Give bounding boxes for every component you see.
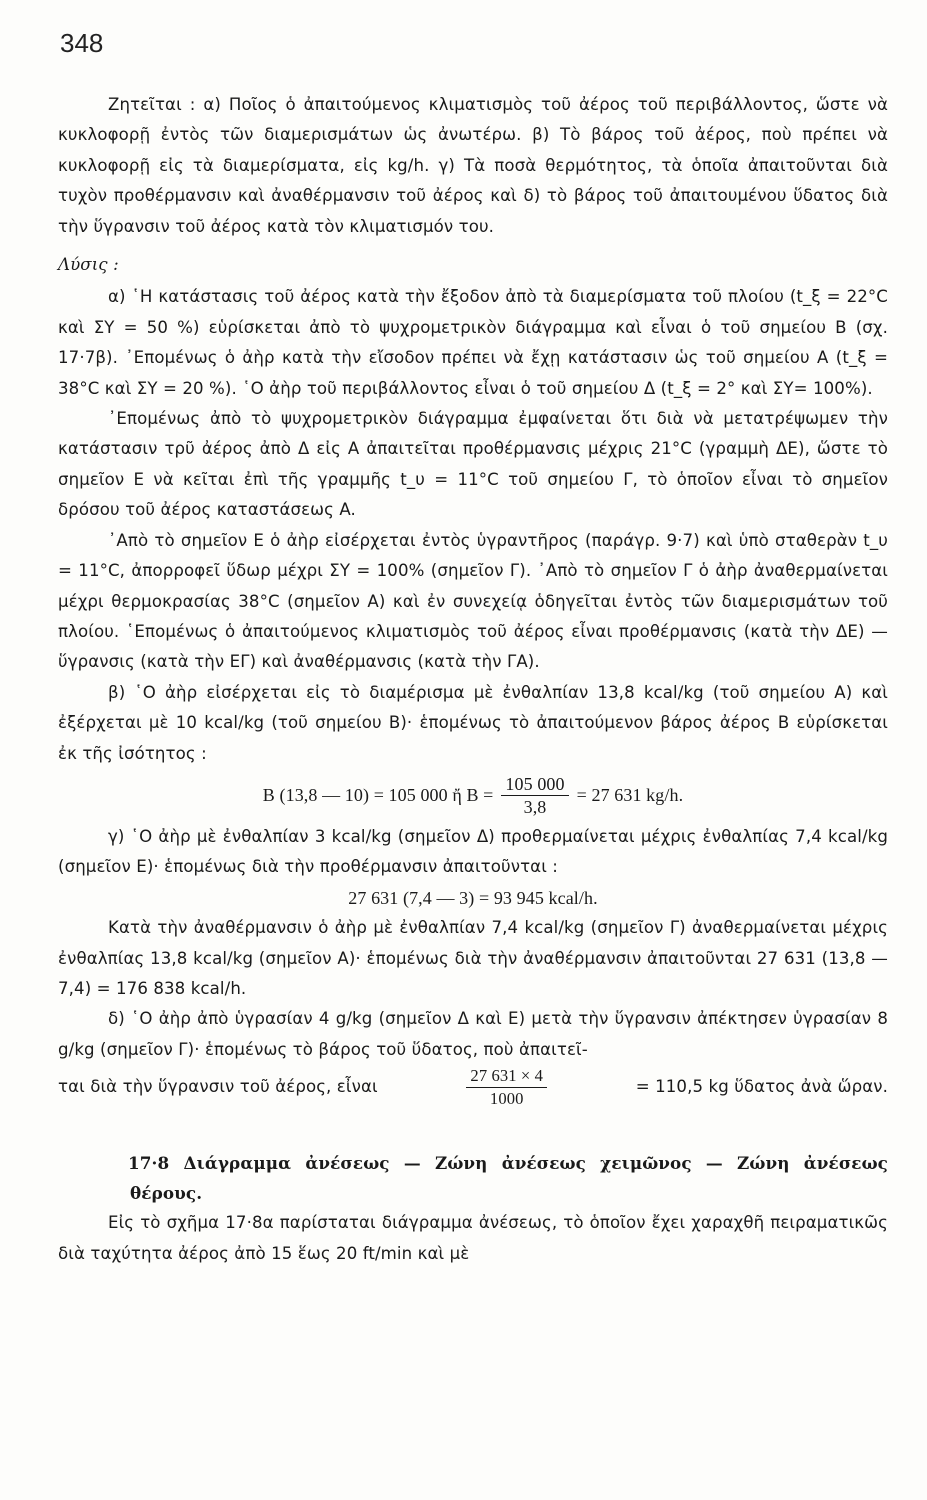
solution-label: Λύσις :	[58, 255, 119, 275]
fraction-numerator: 105 000	[501, 773, 568, 796]
paragraph-solution-a: α) ῾Η κατάστασις τοῦ ἀέρος κατὰ τὴν ἔξοδον ἀπὸ τὰ διαμερίσματα τοῦ πλοίου (t_ξ = 22°C καὶ ΣΥ = 50 %) εὑρίσκεται ἀπὸ τὸ ψυχρομετρικὸν διάγραμμα καὶ εἶναι ὁ τοῦ σημείου B (σχ. 17·7β). ᾿Επομένως ὁ ἀὴρ κατὰ τὴν εἴσοδον πρέπει νὰ ἔχῃ κατάστασιν ὡς τοῦ σημείου A (t_ξ = 38°C καὶ ΣΥ = 20 %). ῾Ο ἀὴρ τοῦ περιβάλλοντος εἶναι ὁ τοῦ σημείου Δ (t_ξ = 2° καὶ ΣΥ= 100%).	[58, 287, 888, 398]
fraction-water-weight	[466, 1065, 547, 1110]
fraction-denominator: 3,8	[523, 796, 547, 817]
equation-preheat: 27 631 (7,4 — 3) = 93 945 kcal/h.	[348, 887, 598, 908]
page-body	[58, 90, 888, 1269]
page-number: 348	[60, 28, 104, 58]
fraction-denominator: 1000	[489, 1089, 524, 1109]
paragraph-solution-b: β) ῾Ο ἀὴρ εἰσέρχεται εἰς τὸ διαμέρισμα μὲ ἐνθαλπίαν 13,8 kcal/kg (τοῦ σημείου A) καὶ ἐξέρχεται μὲ 10 kcal/kg (τοῦ σημείου B)· ἑπομένως τὸ ἀπαιτούμενον βάρος ἀέρος B εὑρίσκεται ἐκ τῆς ἰσότητος :	[58, 682, 888, 763]
equation-air-weight-right: = 27 631 kg/h.	[576, 785, 684, 806]
equation-air-weight-left: B (13,8 — 10) = 105 000 ἤ B =	[262, 785, 494, 806]
paragraph-solution-d: δ) ῾Ο ἀὴρ ἀπὸ ὑγρασίαν 4 g/kg (σημεῖον Δ καὶ E) μετὰ τὴν ὕγρανσιν ἀπέκτησεν ὑγρασίαν 8 g/kg (σημεῖον Γ)· ἑπομένως τὸ βάρος τοῦ ὕδατος, ποὺ ἀπαιτεῖ-	[58, 1009, 888, 1059]
paragraph-solution-a-cont: ᾿Επομένως ἀπὸ τὸ ψυχρομετρικὸν διάγραμμα ἐμφαίνεται ὅτι διὰ νὰ μετατρέψωμεν τὴν κατάστασιν τρῦ ἀέρος ἀπὸ Δ εἰς A ἀπαιτεῖται προθέρμανσις μέχρις 21°C (γραμμὴ ΔΕ), ὥστε τὸ σημεῖον E νὰ κεῖται ἐπὶ τῆς γραμμῆς t_υ = 11°C τοῦ σημείου Γ, τὸ ὁποῖον εἶναι τὸ σημεῖον δρόσου τοῦ ἀέρος καταστάσεως A.	[58, 409, 888, 520]
fraction-numerator: 27 631 × 4	[466, 1065, 547, 1088]
section-heading: 17·8 Διάγραμμα ἀνέσεως — Ζώνη ἀνέσεως χειμῶνος — Ζώνη ἀνέσεως θέρους.	[128, 1153, 888, 1204]
fraction-air-weight	[501, 773, 568, 818]
equation-air-weight	[58, 773, 888, 818]
paragraph-comfort-diagram: Εἰς τὸ σχῆμα 17·8α παρίσταται διάγραμμα ἀνέσεως, τὸ ὁποῖον ἔχει χαραχθῆ πειραματικῶς διὰ ταχύτητα ἀέρος ἀπὸ 15 ἕως 20 ft/min καὶ μὲ	[58, 1213, 888, 1263]
paragraph-question: Ζητεῖται : α) Ποῖος ὁ ἀπαιτούμενος κλιματισμὸς τοῦ ἀέρος τοῦ περιβάλλοντος, ὥστε νὰ κυκλοφορῇ ἐντὸς τῶν διαμερισμάτων ὡς ἀνωτέρω. β) Τὸ βάρος τοῦ ἀέρος, ποὺ πρέπει νὰ κυκλοφορῇ εἰς τὰ διαμερίσματα, εἰς kg/h. γ) Τὰ ποσὰ θερμότητος, τὰ ὁποῖα ἀπαιτοῦνται διὰ τυχὸν προθέρμανσιν καὶ ἀναθέρμανσιν τοῦ ἀέρος καὶ δ) τὸ βάρος τοῦ ἀπαιτουμένου ὕδατος διὰ τὴν ὕγρανσιν τοῦ ἀέρος κατὰ τὸν κλιματισμόν του.	[58, 95, 888, 236]
equation-water-weight	[58, 1065, 888, 1110]
paragraph-reheat: Κατὰ τὴν ἀναθέρμανσιν ὁ ἀὴρ μὲ ἐνθαλπίαν 7,4 kcal/kg (σημεῖον Γ) ἀναθερμαίνεται μέχρις ἐνθαλπίας 13,8 kcal/kg (σημεῖον A)· ἑπομένως διὰ τὴν ἀναθέρμανσιν ἀπαιτοῦνται 27 631 (13,8 — 7,4) = 176 838 kcal/h.	[58, 918, 888, 998]
paragraph-solution-c: γ) ῾Ο ἀὴρ μὲ ἐνθαλπίαν 3 kcal/kg (σημεῖον Δ) προθερμαίνεται μέχρις ἐνθαλπίας 7,4 kcal/kg (σημεῖον E)· ἑπομένως διὰ τὴν προθέρμανσιν ἀπαιτοῦνται :	[58, 826, 888, 877]
paragraph-solution-a-process: ᾿Απὸ τὸ σημεῖον E ὁ ἀὴρ εἰσέρχεται ἐντὸς ὑγραντῆρος (παράγρ. 9·7) καὶ ὑπὸ σταθερὰν t_υ = 11°C, ἀπορροφεῖ ὕδωρ μέχρι ΣΥ = 100% (σημεῖον Γ). ᾿Απὸ τὸ σημεῖον Γ ὁ ἀὴρ ἀναθερμαίνεται μέχρι θερμοκρασίας 38°C (σημεῖον A) καὶ ἐν συνεχείᾳ ὁδηγεῖται ἐντὸς τῶν διαμερισμάτων τοῦ πλοίου. ῾Επομένως ὁ ἀπαιτούμενος κλιματισμὸς τοῦ ἀέρος εἶναι προθέρμανσις (κατὰ τὴν ΔΕ) — ὕγρανσις (κατὰ τὴν ΕΓ) καὶ ἀναθέρμανσις (κατὰ τὴν ΓΑ).	[58, 530, 888, 672]
equation-water-weight-text: ται διὰ τὴν ὕγρανσιν τοῦ ἀέρος, εἶναι	[58, 1077, 378, 1097]
equation-water-weight-result: = 110,5 kg ὕδατος ἀνὰ ὥραν.	[635, 1077, 888, 1097]
